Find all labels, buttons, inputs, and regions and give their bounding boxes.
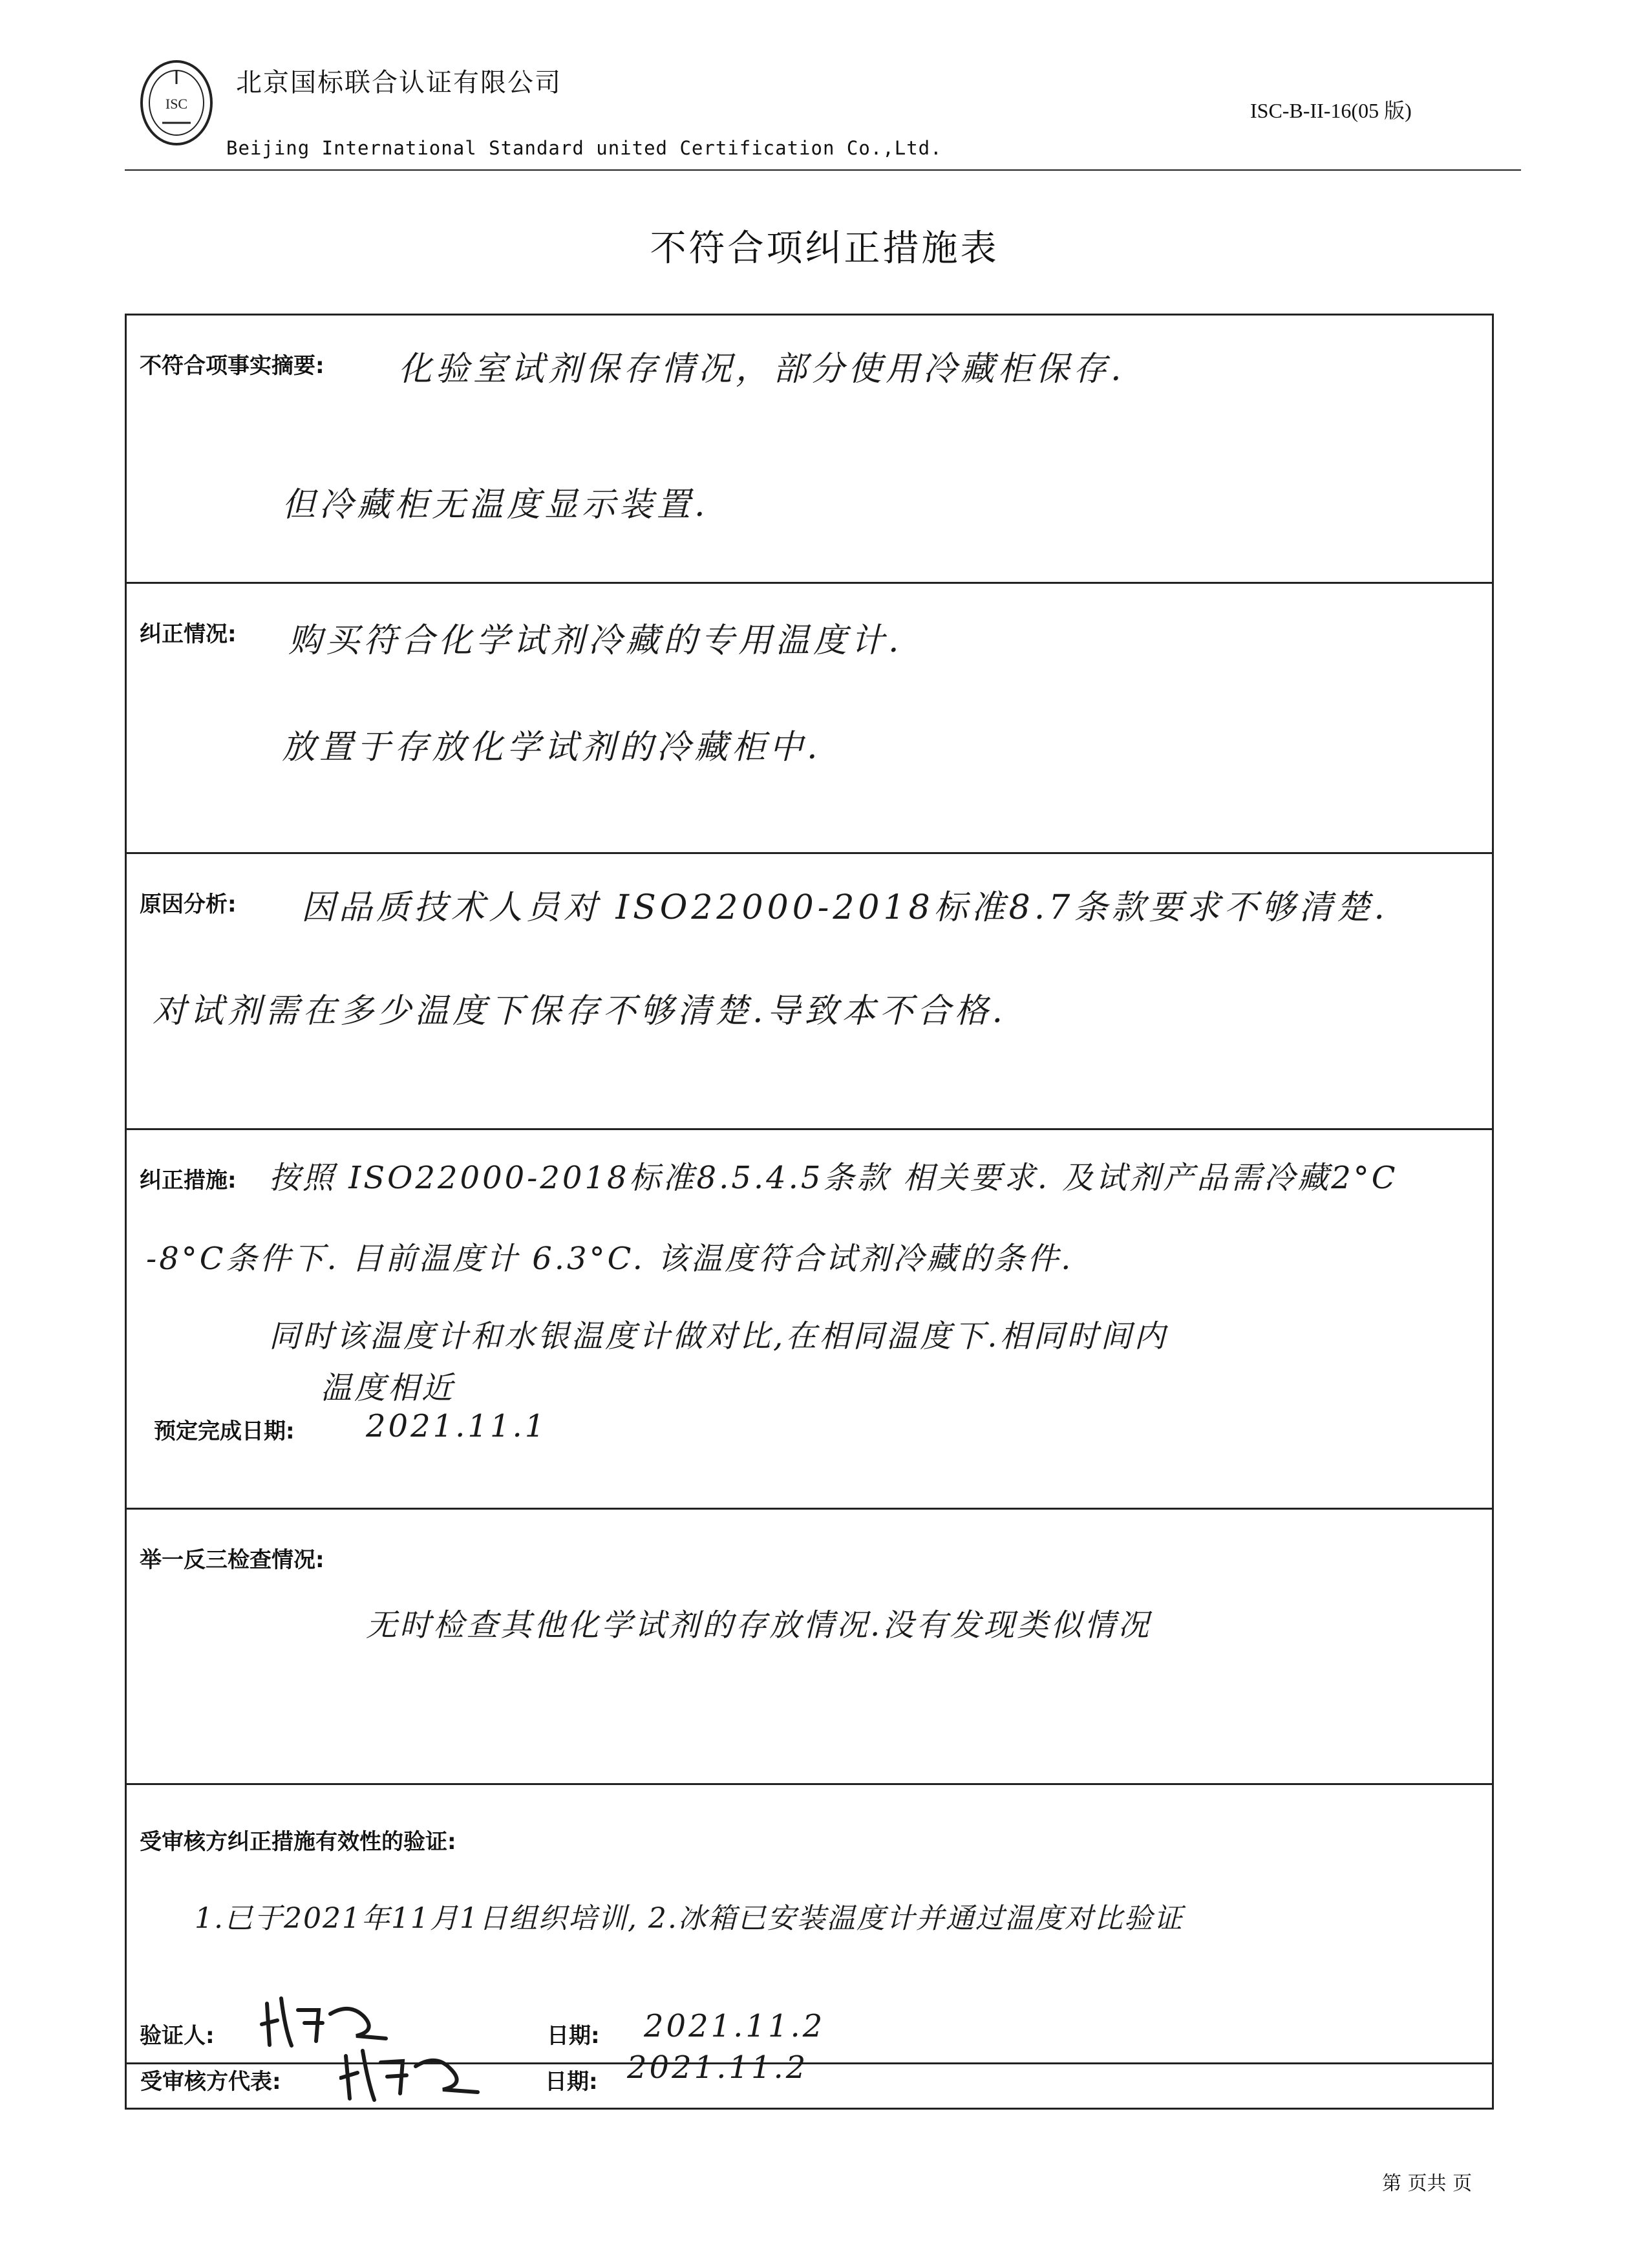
measures-line-2: -8°C条件下. 目前温度计 6.3°C. 该温度符合试剂冷藏的条件. (146, 1241, 1074, 1277)
header-divider (125, 169, 1521, 171)
correction-line-1: 购买符合化学试剂冷藏的专用温度计. (288, 621, 903, 660)
facts-section (127, 316, 1492, 584)
verify-date-label: 日期: (547, 2023, 600, 2049)
cause-line-1: 因品质技术人员对 ISO22000-2018标准8.7条款要求不够清楚. (301, 888, 1388, 927)
facts-label: 不符合项事实摘要: (140, 353, 324, 379)
due-date-label: 预定完成日期: (154, 1418, 295, 1444)
measures-line-3: 同时该温度计和水银温度计做对比,在相同温度下.相同时间内 (269, 1318, 1168, 1354)
verify-line-1: 1.已于2021年11月1日组织培训, 2.冰箱已安装温度计并通过温度对比验证 (195, 1902, 1184, 1935)
measures-section (127, 1130, 1492, 1510)
cause-section (127, 854, 1492, 1130)
verifier-label: 验证人: (140, 2023, 215, 2049)
verify-section (127, 1785, 1492, 2064)
due-date-value: 2021.11.1 (366, 1408, 548, 1444)
facts-line-2: 但冷藏柜无温度显示装置. (282, 486, 709, 524)
svg-text:ISC: ISC (165, 96, 188, 112)
company-name-en: Beijing International Standard united Certification Co.,Ltd. (226, 137, 942, 159)
facts-line-1: 化验室试剂保存情况，部分使用冷藏柜保存. (398, 350, 1125, 389)
document-code: ISC-B-II-16(05 版) (1250, 99, 1412, 122)
check-label: 举一反三检查情况: (140, 1547, 324, 1573)
verify-label: 受审核方纠正措施有效性的验证: (140, 1829, 456, 1855)
representative-signature (339, 2042, 495, 2106)
cause-label: 原因分析: (140, 892, 237, 917)
measures-label: 纠正措施: (140, 1168, 237, 1193)
check-line-1: 无时检查其他化学试剂的存放情况.没有发现类似情况 (366, 1607, 1152, 1643)
representative-date-label: 日期: (545, 2069, 598, 2095)
company-seal-logo (138, 58, 215, 147)
form-table (125, 314, 1494, 2110)
verify-date-value: 2021.11.2 (644, 2008, 825, 2044)
form-title: 不符合项纠正措施表 (650, 228, 999, 270)
check-section (127, 1510, 1492, 1785)
correction-line-2: 放置于存放化学试剂的冷藏柜中. (282, 728, 822, 767)
representative-date-value: 2021.11.2 (627, 2049, 809, 2086)
representative-section (127, 2064, 1492, 2110)
representative-label: 受审核方代表: (140, 2069, 281, 2095)
cause-line-2: 对试剂需在多少温度下保存不够清楚.导致本不合格. (153, 992, 1007, 1031)
correction-label: 纠正情况: (140, 621, 237, 647)
company-name-cn: 北京国标联合认证有限公司 (236, 68, 562, 98)
page-counter: 第 页共 页 (1382, 2172, 1473, 2195)
measures-line-4: 温度相近 (321, 1370, 456, 1406)
measures-line-1: 按照 ISO22000-2018标准8.5.4.5条款 相关要求. 及试剂产品需冷藏2°C (269, 1160, 1398, 1196)
correction-section (127, 584, 1492, 854)
